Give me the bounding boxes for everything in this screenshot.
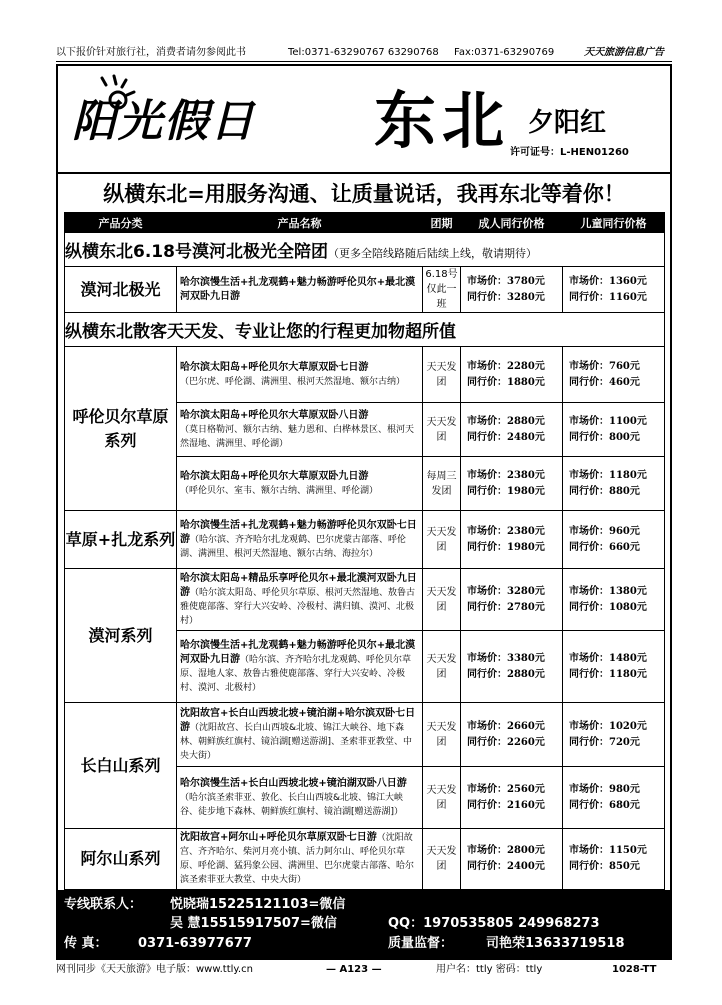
adult-peer-price: 2780元 [507,601,545,613]
contact-1: 悦晓瑞15225121103=微信 [170,897,346,912]
child-price-cell: 市场价：1480元 同行价：1180元 [563,631,665,703]
child-price-cell: 市场价：1150元 同行价：850元 [563,829,665,890]
child-market-price: 1380元 [609,585,647,597]
table-header-row [65,213,665,233]
adult-market-price: 2380元 [507,525,545,537]
table-row [65,569,665,631]
child-peer-price: 850元 [609,861,640,872]
category-cell: 草原+扎龙系列 [65,511,177,569]
product-name: 沈阳故宫+阿尔山+呼伦贝尔草原双卧七日游 [180,832,377,843]
sync-info: 网刊同步《天天旅游》电子版：www.ttly.cn [56,964,253,975]
product-cell [177,569,423,631]
product-desc: （哈尔滨太阳岛、呼伦贝尔草原、根河天然湿地、敖鲁古雅使鹿部落、穿行大兴安岭、冷极村、满归镇、漠河、北极村） [180,587,416,626]
fax-value: 0371-63977677 [138,936,252,951]
product-name: 哈尔滨太阳岛+精品乐享呼伦贝尔+最北漠河双卧九日游 [180,572,417,598]
login-info: 用户名：ttly 密码：ttly [436,964,543,975]
child-market-price: 960元 [609,525,640,537]
product-cell [177,511,423,569]
adult-price-cell: 市场价：2660元 同行价：2260元 [461,703,563,767]
adult-price-cell: 市场价：2560元 同行价：2160元 [461,767,563,829]
child-price-cell: 市场价：1360元 同行价：1160元 [563,267,665,313]
product-name: 哈尔滨慢生活+扎龙观鹤+魅力畅游呼伦贝尔+最北漠河双卧九日游 [180,276,416,302]
adult-price-cell: 市场价：2880元 同行价：2480元 [461,403,563,457]
adult-price-cell: 市场价：3280元 同行价：2780元 [461,569,563,631]
product-name: 哈尔滨太阳岛+呼伦贝尔大草原双卧七日游 [180,361,369,373]
product-name: 哈尔滨太阳岛+呼伦贝尔大草原双卧九日游 [180,470,369,482]
child-market-price: 980元 [609,783,640,795]
ad-page [56,64,672,960]
table-row [65,347,665,403]
child-peer-price: 720元 [609,736,640,748]
product-cell [177,829,423,890]
destination-title: 东北 [374,84,511,157]
child-peer-price: 1180元 [609,668,647,680]
adult-market-price: 2660元 [507,720,545,732]
fax-label: 传 真： [64,936,108,951]
child-peer-price: 1160元 [609,291,647,303]
adult-peer-price: 3280元 [507,291,545,303]
child-peer-price: 680元 [609,799,640,811]
adult-market-price: 2800元 [507,845,545,856]
child-price-cell: 市场价：1180元 同行价：880元 [563,457,665,511]
child-peer-price: 460元 [609,376,640,388]
header [58,66,670,174]
agency-notice: 以下报价针对旅行社，消费者请勿参阅此书 [56,47,246,58]
adult-price-cell: 市场价：2380元 同行价：1980元 [461,511,563,569]
col-adult: 成人同行价格 [461,213,563,233]
contact-footer [58,890,670,960]
brand-name: 阳光假日 [72,96,256,147]
adult-market-price: 2560元 [507,783,545,795]
child-market-price: 1100元 [609,415,647,427]
adult-peer-price: 2400元 [507,861,545,872]
child-market-price: 1360元 [609,275,647,287]
table-row [65,829,665,890]
product-desc: （巴尔虎、呼伦湖、满洲里、根河天然湿地、额尔古纳） [180,376,406,387]
adult-price-cell: 市场价：3380元 同行价：2880元 [461,631,563,703]
adult-market-price: 3380元 [507,652,545,664]
schedule-cell: 天天发团 [423,511,461,569]
product-cell [177,403,423,457]
child-peer-price: 1080元 [609,601,647,613]
adult-peer-price: 1980元 [507,485,545,497]
child-market-price: 1180元 [609,469,647,481]
schedule-cell: 天天发团 [423,569,461,631]
product-desc: （沈阳故宫、长白山西坡&北坡、锦江大峡谷、地下森林、朝鲜族红旗村、镜泊湖[赠送游湖]、圣索菲亚教堂、中央大街） [180,722,413,761]
publisher-label: 天天旅游信息广告 [584,47,664,58]
table-row [65,703,665,767]
section-title: 纵横东北散客天天发、专业让您的行程更加物超所值 [65,313,665,347]
section-row [65,313,665,347]
category-cell: 呼伦贝尔草原系列 [65,347,177,511]
sub-brand: 夕阳红 [528,108,607,138]
schedule-cell: 天天发团 [423,703,461,767]
adult-market-price: 2280元 [507,360,545,372]
adult-peer-price: 2260元 [507,736,545,748]
product-name: 哈尔滨慢生活+扎龙观鹤+魅力畅游呼伦贝尔双卧七日游 [180,519,417,545]
supervision-value: 司艳荣13633719518 [486,936,625,951]
category-cell: 漠河北极光 [65,267,177,313]
qq-numbers: QQ：1970535805 249968273 [388,916,600,931]
child-market-price: 1150元 [609,845,647,856]
adult-market-price: 2380元 [507,469,545,481]
product-cell [177,267,423,313]
col-name: 产品名称 [177,213,423,233]
col-child: 儿童同行价格 [563,213,665,233]
product-table [64,212,665,890]
schedule-cell: 天天发团 [423,829,461,890]
section-title: 纵横东北6.18号漠河北极光全陪团（更多全陪线路随后陆续上线，敬请期待） [65,233,665,267]
adult-peer-price: 2160元 [507,799,545,811]
child-price-cell: 市场价：1100元 同行价：800元 [563,403,665,457]
contact-label: 专线联系人： [64,897,143,912]
product-name: 哈尔滨慢生活+扎龙观鹤+魅力畅游呼伦贝尔+最北漠河双卧九日游 [180,639,416,665]
fax-number: Fax:0371-63290769 [454,47,555,58]
top-rule [56,61,672,62]
child-price-cell: 市场价：960元 同行价：660元 [563,511,665,569]
schedule-cell: 天天发团 [423,347,461,403]
issue-code: 1028-TT [612,964,657,975]
product-desc: （沈阳故宫、齐齐哈尔、柴河月亮小镇、活力阿尔山、呼伦贝尔草原、呼伦湖、猛犸象公园、满洲里、巴尔虎蒙古部落、哈尔滨圣索菲亚大教堂、中央大街） [180,833,415,885]
schedule-cell: 每周三发团 [423,457,461,511]
product-desc: （呼伦贝尔、室韦、额尔古纳、满洲里、呼伦湖） [180,485,379,496]
child-market-price: 1020元 [609,720,647,732]
adult-price-cell: 市场价：2380元 同行价：1980元 [461,457,563,511]
product-cell [177,703,423,767]
adult-price-cell: 市场价：2800元 同行价：2400元 [461,829,563,890]
schedule-cell: 天天发团 [423,767,461,829]
table-row [65,267,665,313]
table-row [65,511,665,569]
adult-peer-price: 2880元 [507,668,545,680]
adult-peer-price: 1980元 [507,541,545,553]
product-cell [177,347,423,403]
product-name: 沈阳故宫+长白山西坡北坡+镜泊湖+哈尔滨双卧七日游 [180,707,416,733]
child-price-cell: 市场价：1020元 同行价：720元 [563,703,665,767]
slogan: 纵横东北=用服务沟通、让质量说话，我再东北等着你！ [103,181,625,206]
category-cell: 漠河系列 [65,569,177,703]
adult-market-price: 3780元 [507,275,545,287]
child-peer-price: 660元 [609,541,640,553]
product-cell [177,457,423,511]
bottom-bar [56,962,672,978]
schedule-cell: 天天发团 [423,403,461,457]
child-price-cell: 市场价：760元 同行价：460元 [563,347,665,403]
product-name: 哈尔滨太阳岛+呼伦贝尔大草原双卧八日游 [180,409,369,421]
child-market-price: 1480元 [609,652,647,664]
schedule-cell: 天天发团 [423,631,461,703]
category-cell: 长白山系列 [65,703,177,829]
child-price-cell: 市场价：1380元 同行价：1080元 [563,569,665,631]
adult-price-cell: 市场价：3780元 同行价：3280元 [461,267,563,313]
child-price-cell: 市场价：980元 同行价：680元 [563,767,665,829]
product-cell [177,631,423,703]
col-category: 产品分类 [65,213,177,233]
child-peer-price: 800元 [609,431,640,443]
adult-price-cell: 市场价：2280元 同行价：1880元 [461,347,563,403]
child-peer-price: 880元 [609,485,640,497]
col-schedule: 团期 [423,213,461,233]
supervision-label: 质量监督： [388,936,454,951]
product-desc: （哈尔滨圣索菲亚、敦化、长白山西坡&北坡、锦江大峡谷、徒步地下森林、朝鲜族红旗村、镜泊湖[赠送游湖]） [180,792,404,817]
top-bar [56,45,672,61]
section-row [65,233,665,267]
product-desc: （哈尔滨、齐齐哈尔扎龙观鹤、呼伦贝尔草原、湿地人家、敖鲁古雅使鹿部落、穿行大兴安岭、冷极村、漠河、北极村） [180,654,412,693]
product-desc: （哈尔滨、齐齐哈尔扎龙观鹤、巴尔虎蒙古部落、呼伦湖、满洲里、根河天然湿地、额尔古纳、海拉尔） [180,534,407,559]
adult-market-price: 2880元 [507,415,545,427]
product-cell [177,767,423,829]
adult-peer-price: 1880元 [507,376,545,388]
product-name: 哈尔滨慢生活+长白山西坡北坡+镜泊湖双卧八日游 [180,777,407,789]
section-hint: （更多全陪线路随后陆续上线，敬请期待） [327,247,537,260]
contact-2: 吴 慧15515917507=微信 [170,916,337,931]
category-cell: 阿尔山系列 [65,829,177,890]
page-number: — A123 — [326,964,382,975]
product-desc: （莫日格勒河、额尔古纳、魅力恩和、白桦林景区、根河天然湿地、满洲里、呼伦湖） [180,424,415,449]
adult-peer-price: 2480元 [507,431,545,443]
license-number: 许可证号：L-HEN01260 [510,147,629,158]
adult-market-price: 3280元 [507,585,545,597]
tel-number: Tel:0371-63290767 63290768 [288,47,439,58]
child-market-price: 760元 [609,360,640,372]
schedule-cell: 6.18号仅此一班 [423,267,461,313]
